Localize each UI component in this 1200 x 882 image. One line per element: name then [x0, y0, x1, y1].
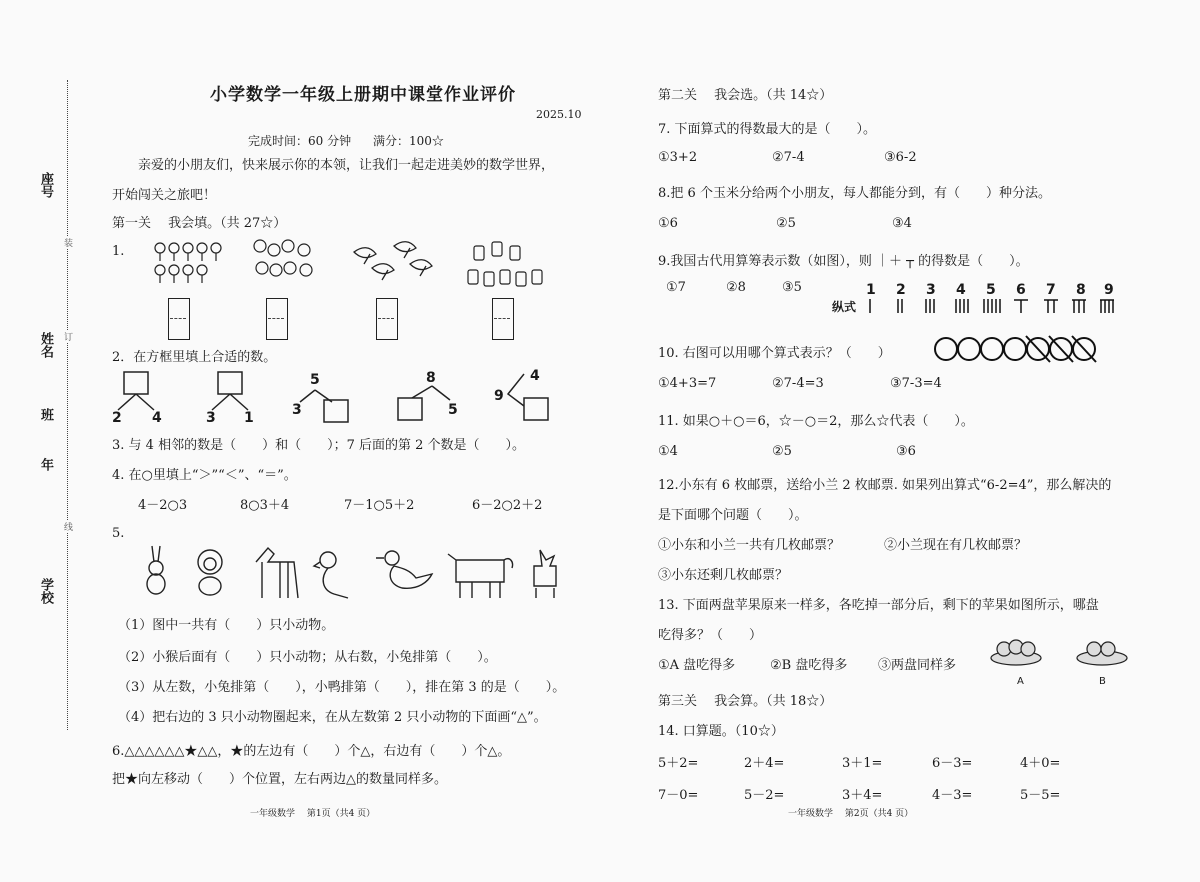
q12-option[interactable]: ①小东和小兰一共有几枚邮票？ — [658, 538, 841, 553]
calc-item[interactable]: 2＋4= — [744, 756, 785, 771]
left-page-footer: 一年级数学 第1页（共4 页） — [250, 809, 376, 819]
bottle-group-icon — [468, 242, 542, 286]
q2-tree1-left: 2 — [112, 410, 122, 426]
rod-digit: 9 — [1104, 282, 1114, 298]
rod-digit: 7 — [1046, 282, 1056, 298]
q6-line2: 把★向左移动（ ）个位置，左右两边△的数量同样多。 — [112, 772, 447, 787]
q8-text: 8.把 6 个玉米分给两个小朋友，每人都能分到，有（ ）种分法。 — [658, 186, 1051, 201]
seat-label: 座号 — [38, 172, 53, 198]
rod-digit: 2 — [896, 282, 906, 298]
calc-item[interactable]: 6－3= — [932, 756, 973, 771]
apple-plates-figure — [990, 632, 1130, 672]
q7-option[interactable]: ②7-4 — [772, 150, 805, 165]
q12-line1: 12.小东有 6 枚邮票，送给小兰 2 枚邮票. 如果列出算式“6-2=4”，那么解决的 — [658, 478, 1112, 493]
horse-icon — [256, 548, 298, 598]
q13-line2: 吃得多？（ ） — [658, 628, 763, 643]
rod-digit: 4 — [956, 282, 966, 298]
rod-digit: 5 — [986, 282, 996, 298]
q1-number: 1. — [112, 244, 125, 259]
rod-digit: 3 — [926, 282, 936, 298]
q6-line1: 6.△△△△△△★△△，★的左边有（ ）个△，右边有（ ）个△。 — [112, 744, 511, 759]
q1-picture-groups — [148, 236, 548, 346]
calc-item[interactable]: 7－0= — [658, 788, 699, 803]
q11-text: 11. 如果○＋○＝6，☆－○＝2，那么☆代表（ ）。 — [658, 414, 974, 429]
class-label-nian: 年 — [38, 458, 53, 471]
calc-item[interactable]: 4＋0= — [1020, 756, 1061, 771]
binding-line — [67, 80, 68, 730]
q7-option[interactable]: ①3+2 — [658, 150, 698, 165]
q5-number: 5. — [112, 526, 125, 541]
q4-text: 4. 在○里填上“＞”“＜”、“＝”。 — [112, 468, 297, 483]
binding-mark-xian: 线 — [64, 520, 73, 533]
plate-b-label: B — [1099, 676, 1106, 687]
q5-part1: （1）图中一共有（ ）只小动物。 — [118, 618, 335, 633]
q8-option[interactable]: ②5 — [776, 216, 796, 231]
q10-circles-figure — [930, 334, 1102, 364]
plate-a-label: A — [1017, 676, 1024, 687]
flower-group-icon — [155, 243, 221, 283]
section2-heading: 第二关 我会选。（共 14☆） — [658, 88, 833, 103]
q12-line2: 是下面哪个问题（ ）。 — [658, 508, 808, 523]
q9-option[interactable]: ③5 — [782, 280, 802, 295]
q2-tree4-top: 8 — [426, 370, 436, 386]
q13-option[interactable]: ①A 盘吃得多 — [658, 658, 736, 673]
rod-label: 纵式 — [832, 300, 857, 314]
q8-option[interactable]: ①6 — [658, 216, 678, 231]
bird-group-icon — [354, 242, 432, 280]
q10-option[interactable]: ②7-4=3 — [772, 376, 824, 391]
rabbit-icon — [147, 546, 165, 594]
binding-mark-ding: 订 — [64, 330, 73, 343]
cow-icon — [448, 554, 513, 598]
score-label: 满分：100☆ — [373, 134, 444, 148]
q10-option[interactable]: ③7-3=4 — [890, 376, 942, 391]
parrot-icon — [314, 552, 348, 598]
right-page-footer: 一年级数学 第2页（共4 页） — [788, 809, 914, 819]
intro-line2: 开始闯关之旅吧！ — [112, 188, 217, 203]
q2-tree5-top: 4 — [530, 368, 540, 384]
rod-digit: 8 — [1076, 282, 1086, 298]
q9-option[interactable]: ②8 — [726, 280, 746, 295]
rod-digit: 1 — [866, 282, 876, 298]
q2-tree2-right: 1 — [244, 410, 254, 426]
box-divider — [494, 318, 510, 319]
q11-option[interactable]: ③6 — [896, 444, 916, 459]
class-label-ban: 班 — [38, 408, 53, 421]
box-divider — [170, 318, 186, 319]
q1-answer-box[interactable] — [376, 298, 398, 340]
q2-tree2-left: 3 — [206, 410, 216, 426]
box-divider — [378, 318, 394, 319]
calc-item[interactable]: 5－5= — [1020, 788, 1061, 803]
q2-tree4-right: 5 — [448, 402, 458, 418]
rod-digit: 6 — [1016, 282, 1026, 298]
q4-item[interactable]: 7－1○5＋2 — [344, 498, 415, 513]
q11-option[interactable]: ②5 — [772, 444, 792, 459]
bubble-group-icon — [254, 240, 312, 276]
box-divider — [268, 318, 284, 319]
monkey-icon — [198, 550, 222, 595]
q5-part3: （3）从左数，小兔排第（ ），小鸭排第（ ），排在第 3 的是（ ）。 — [118, 680, 566, 695]
q2-tree5-side: 9 — [494, 388, 504, 404]
q12-option[interactable]: ③小东还剩几枚邮票？ — [658, 568, 789, 583]
q2-tree3-left: 3 — [292, 402, 302, 418]
time-label: 完成时间：60 分钟 — [248, 134, 352, 148]
q8-option[interactable]: ③4 — [892, 216, 912, 231]
q13-option[interactable]: ②B 盘吃得多 — [770, 658, 848, 673]
q5-part2: （2）小猴后面有（ ）只小动物；从右数，小兔排第（ ）。 — [118, 650, 497, 665]
q9-option[interactable]: ①7 — [666, 280, 686, 295]
goat-icon — [534, 550, 556, 598]
duck-icon — [376, 551, 432, 588]
calc-item[interactable]: 3＋4= — [842, 788, 883, 803]
school-label: 学校 — [38, 578, 53, 604]
page-title: 小学数学一年级上册期中课堂作业评价 — [210, 85, 516, 105]
q10-text: 10. 右图可以用哪个算式表示？（ ） — [658, 346, 891, 361]
q7-option[interactable]: ③6-2 — [884, 150, 917, 165]
q10-option[interactable]: ①4+3=7 — [658, 376, 717, 391]
q3-text: 3. 与 4 相邻的数是（ ）和（ ）；7 后面的第 2 个数是（ ）。 — [112, 438, 526, 453]
exam-date: 2025.10 — [536, 108, 582, 121]
q2-tree1-right: 4 — [152, 410, 162, 426]
q1-answer-box[interactable] — [266, 298, 288, 340]
intro-line1: 亲爱的小朋友们，快来展示你的本领，让我们一起走进美妙的数学世界， — [138, 158, 555, 173]
name-label: 姓名 — [38, 332, 53, 358]
q5-animal-row — [138, 542, 570, 600]
q4-item[interactable]: 4－2○3 — [138, 498, 188, 513]
calc-item[interactable]: 5－2= — [744, 788, 785, 803]
q13-line1: 13. 下面两盘苹果原来一样多，各吃掉一部分后，剩下的苹果如图所示，哪盘 — [658, 598, 1099, 613]
section1-heading: 第一关 我会填。（共 27☆） — [112, 216, 287, 231]
q14-text: 14. 口算题。（10☆） — [658, 724, 784, 739]
section3-heading: 第三关 我会算。（共 18☆） — [658, 694, 833, 709]
q5-part4: （4）把右边的 3 只小动物圈起来，在从左数第 2 只小动物的下面画“△”。 — [118, 710, 547, 725]
binding-mark-zhuang: 装 — [64, 236, 73, 249]
q13-option[interactable]: ③两盘同样多 — [878, 658, 957, 673]
q9-text: 9.我国古代用算筹表示数（如图），则 ｜＋ ┬ 的得数是（ ）。 — [658, 254, 1029, 269]
q1-answer-box[interactable] — [168, 298, 190, 340]
q4-item[interactable]: 8○3＋4 — [240, 498, 290, 513]
q11-option[interactable]: ①4 — [658, 444, 678, 459]
q2-tree3-top: 5 — [310, 372, 320, 388]
q12-option[interactable]: ②小兰现在有几枚邮票？ — [884, 538, 1028, 553]
counting-rods-figure — [866, 298, 1116, 314]
calc-item[interactable]: 3＋1= — [842, 756, 883, 771]
q2-trees — [110, 368, 560, 430]
calc-item[interactable]: 5＋2= — [658, 756, 699, 771]
calc-item[interactable]: 4－3= — [932, 788, 973, 803]
q7-text: 7. 下面算式的得数最大的是（ ）。 — [658, 122, 877, 137]
q4-item[interactable]: 6－2○2＋2 — [472, 498, 543, 513]
q1-answer-box[interactable] — [492, 298, 514, 340]
q2-text: 2．在方框里填上合适的数。 — [112, 350, 277, 365]
